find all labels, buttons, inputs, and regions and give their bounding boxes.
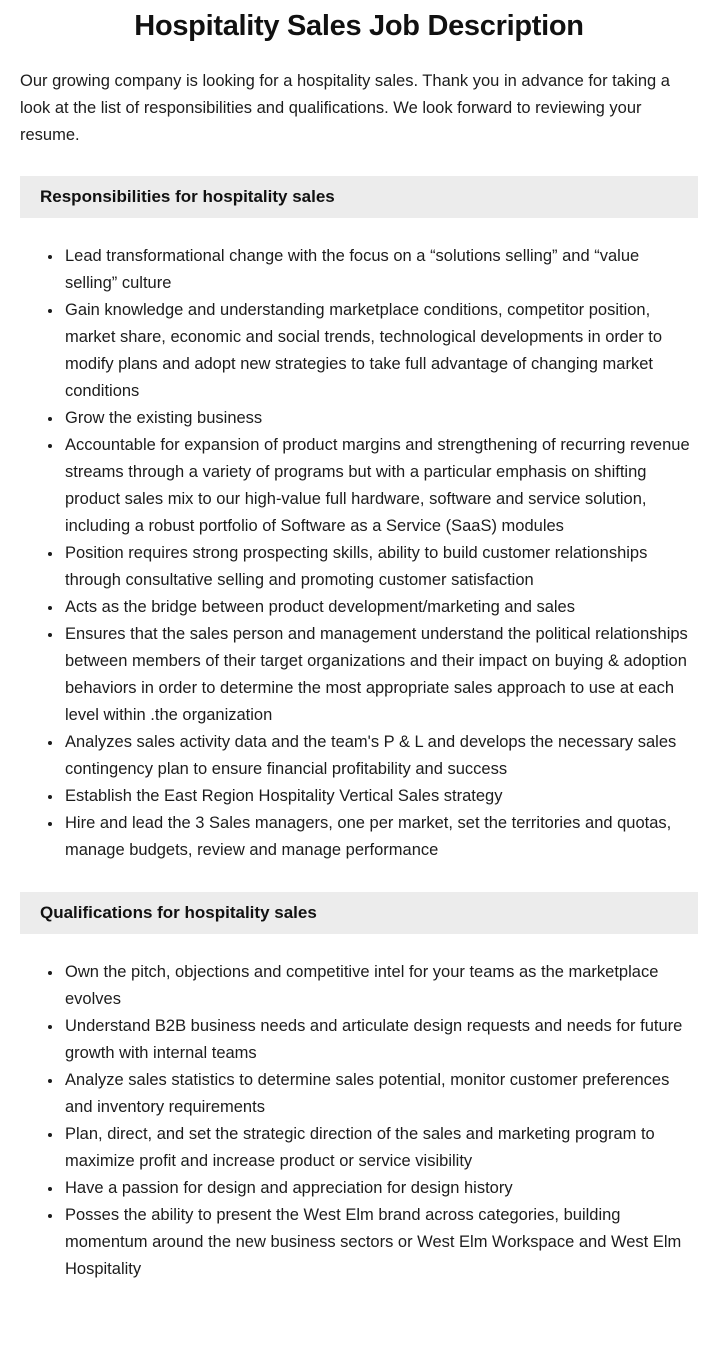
list-item: • Position requires strong prospecting skills, ability to build customer relationships through consultative selling and promoting customer satisfaction — [63, 540, 696, 594]
list-item: • Establish the East Region Hospitality Vertical Sales strategy — [63, 783, 696, 810]
list-item: • Lead transformational change with the focus on a “solutions selling” and “value selling” culture — [63, 243, 696, 297]
list-item: • Have a passion for design and appreciation for design history — [63, 1175, 696, 1202]
section-heading-qualifications: Qualifications for hospitality sales — [20, 892, 698, 934]
list-item: • Gain knowledge and understanding marketplace conditions, competitor position, market share, economic and social trends, technological developments in order to modify plans and adopt new strategies to take full advantage of changing market conditions — [63, 297, 696, 405]
list-item: • Understand B2B business needs and articulate design requests and needs for future growth with internal teams — [63, 1013, 696, 1067]
list-item: • Ensures that the sales person and management understand the political relationships between members of their target organizations and their impact on buying & adoption behaviors in order to determine the most appropriate sales approach to use at each level within .the organization — [63, 621, 696, 729]
list-item: • Accountable for expansion of product margins and strengthening of recurring revenue streams through a variety of programs but with a particular emphasis on shifting product sales mix to our high-value full hardware, software and service solution, including a robust portfolio of Software as a Service (SaaS) modules — [63, 432, 696, 540]
list-item: • Posses the ability to present the West Elm brand across categories, building momentum around the new business sectors or West Elm Workspace and West Elm Hospitality — [63, 1202, 696, 1283]
list-item: • Analyze sales statistics to determine sales potential, monitor customer preferences and inventory requirements — [63, 1067, 696, 1121]
intro-paragraph: Our growing company is looking for a hospitality sales. Thank you in advance for taking a look at the list of responsibilities and qualifications. We look forward to reviewing your resume. — [20, 72, 670, 144]
list-item: • Hire and lead the 3 Sales managers, one per market, set the territories and quotas, manage budgets, review and manage performance — [63, 810, 696, 864]
list-item: • Grow the existing business — [63, 405, 696, 432]
list-item: • Own the pitch, objections and competitive intel for your teams as the marketplace evolves — [63, 959, 696, 1013]
section-heading-responsibilities: Responsibilities for hospitality sales — [20, 176, 698, 218]
list-item: • Plan, direct, and set the strategic direction of the sales and marketing program to maximize profit and increase product or service visibility — [63, 1121, 696, 1175]
section-responsibilities — [20, 176, 698, 864]
list-item: • Analyzes sales activity data and the team's P & L and develops the necessary sales contingency plan to ensure financial profitability and success — [63, 729, 696, 783]
page-title: Hospitality Sales Job Description — [134, 10, 584, 42]
qualifications-list — [20, 959, 698, 1283]
responsibilities-list — [20, 243, 698, 864]
list-item: • Acts as the bridge between product development/marketing and sales — [63, 594, 696, 621]
section-qualifications — [20, 892, 698, 1283]
